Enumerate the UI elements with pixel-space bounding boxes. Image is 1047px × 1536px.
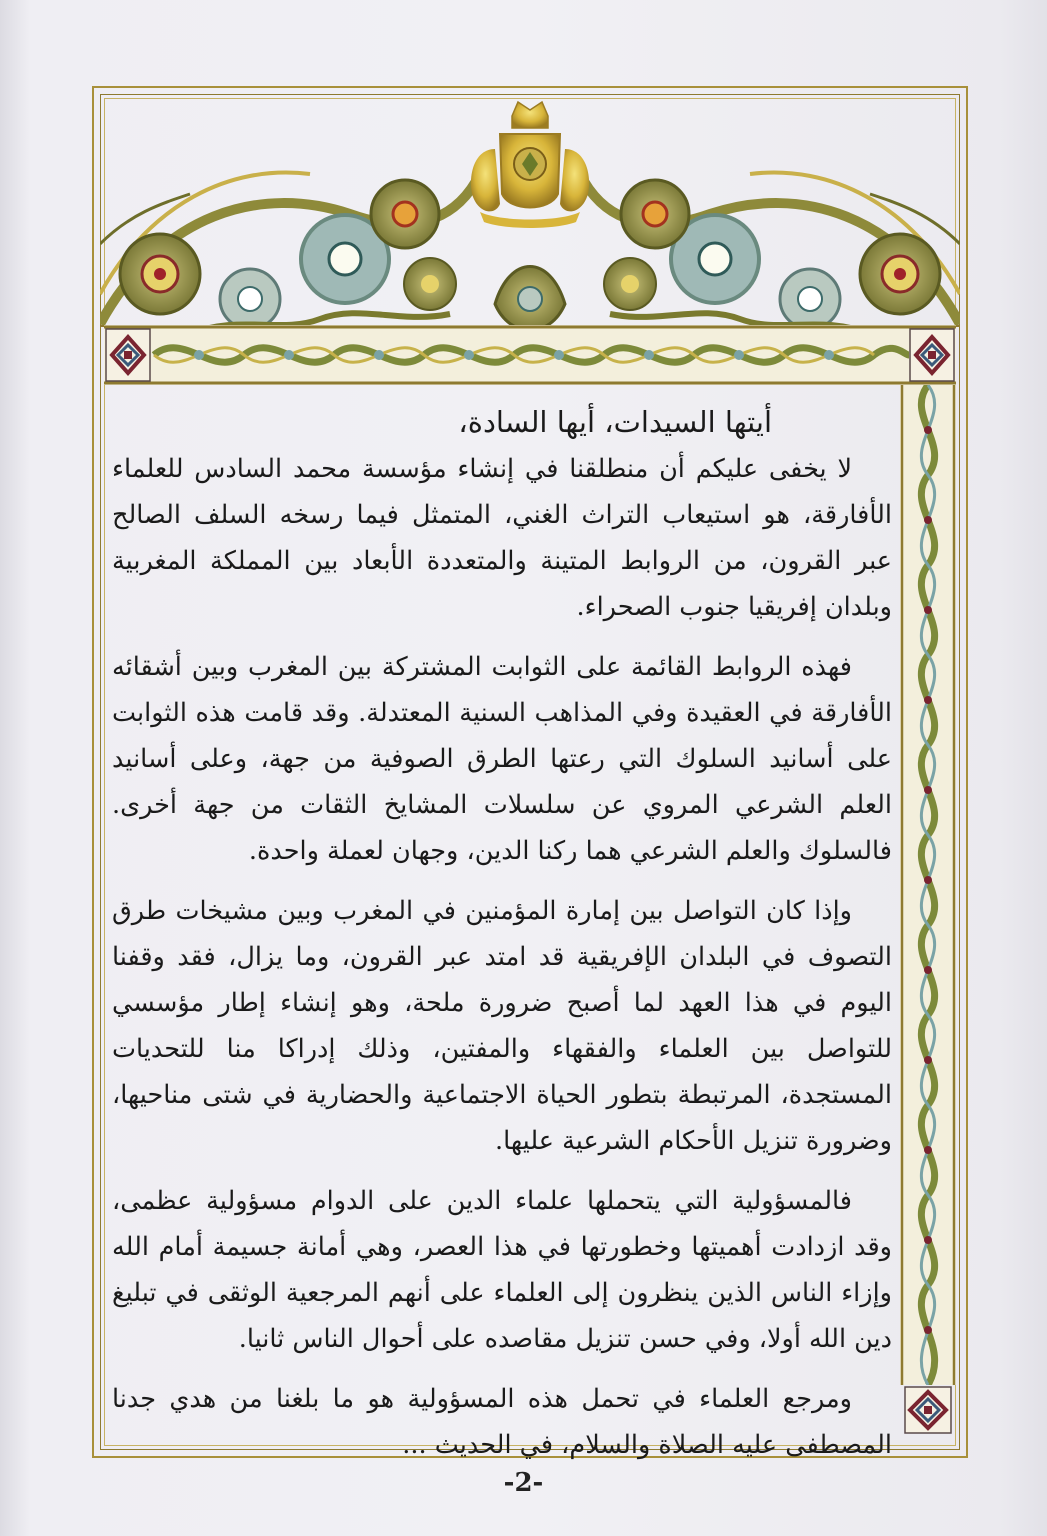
paragraph-2: فهذه الروابط القائمة على الثوابت المشتركة بين المغرب وبين أشقائه الأفارقة في العقيدة وفي المذاهب السنية المعتدلة. وقد قامت هذه الثوابت على أسانيد السلوك التي رعتها الطرق الصوفية من جهة، وعلى أسانيد العلم الشرعي المروي عن سلسلات المشايخ الثقات من جهة أخرى. فالسلوك والعلم الشرعي هما ركنا الدين، وجهان لعملة واحدة. [112,652,892,866]
speech-text-block [112,400,892,1482]
paragraph-4: فالمسؤولية التي يتحملها علماء الدين على الدوام مسؤولية عظمى، وقد ازدادت أهميتها وخطورتها في هذا العصر، وهي أمانة جسيمة أمام الله وإزاء الناس الذين ينظرون إلى العلماء على أنهم المرجعية الوثقى في تبليغ دين الله أولا، وفي حسن تنزيل مقاصده على أحوال الناس ثانيا. [112,1186,892,1354]
interlace-knot-icon [106,329,150,381]
royal-coat-of-arms-icon [471,102,589,228]
paragraph-5: ومرجع العلماء في تحمل هذه المسؤولية هو ما بلغنا من هدي جدنا المصطفى عليه الصلاة والسلام، في الحديث ... [112,1384,892,1460]
arabesque-vine-border [900,385,956,1385]
paragraph-1: لا يخفى عليكم أن منطلقنا في إنشاء مؤسسة محمد السادس للعلماء الأفارقة، هو استيعاب التراث الغني، المتمثل فيما رسخه السلف الصالح عبر القرون، من الروابط المتينة والمتعددة الأبعاد بين المملكة المغربية وبلدان إفريقيا جنوب الصحراء. [112,454,892,622]
interlace-knot-icon [904,1386,952,1434]
page-number: -2- [503,1468,544,1498]
salutation-heading: أيتها السيدات، أيها السادة، [458,405,772,439]
paragraph-3: وإذا كان التواصل بين إمارة المؤمنين في المغرب وبين مشيخات طرق التصوف في البلدان الإفريقية قد امتد عبر القرون، وما يزال، فقد وقفنا اليوم في هذا العهد لما أصبح ضرورة ملحة، وهو إنشاء إطار مؤسسي للتواصل بين العلماء والفقهاء والمفتين، وذلك إدراكا منا للتحديات المستجدة، المرتبطة بتطور الحياة الاجتماعية والحضارية في شتى مناحيها، وضرورة تنزيل الأحكام الشرعية عليها. [112,896,892,1156]
rosette-icon [120,234,200,314]
arabesque-scroll-band [104,325,956,385]
